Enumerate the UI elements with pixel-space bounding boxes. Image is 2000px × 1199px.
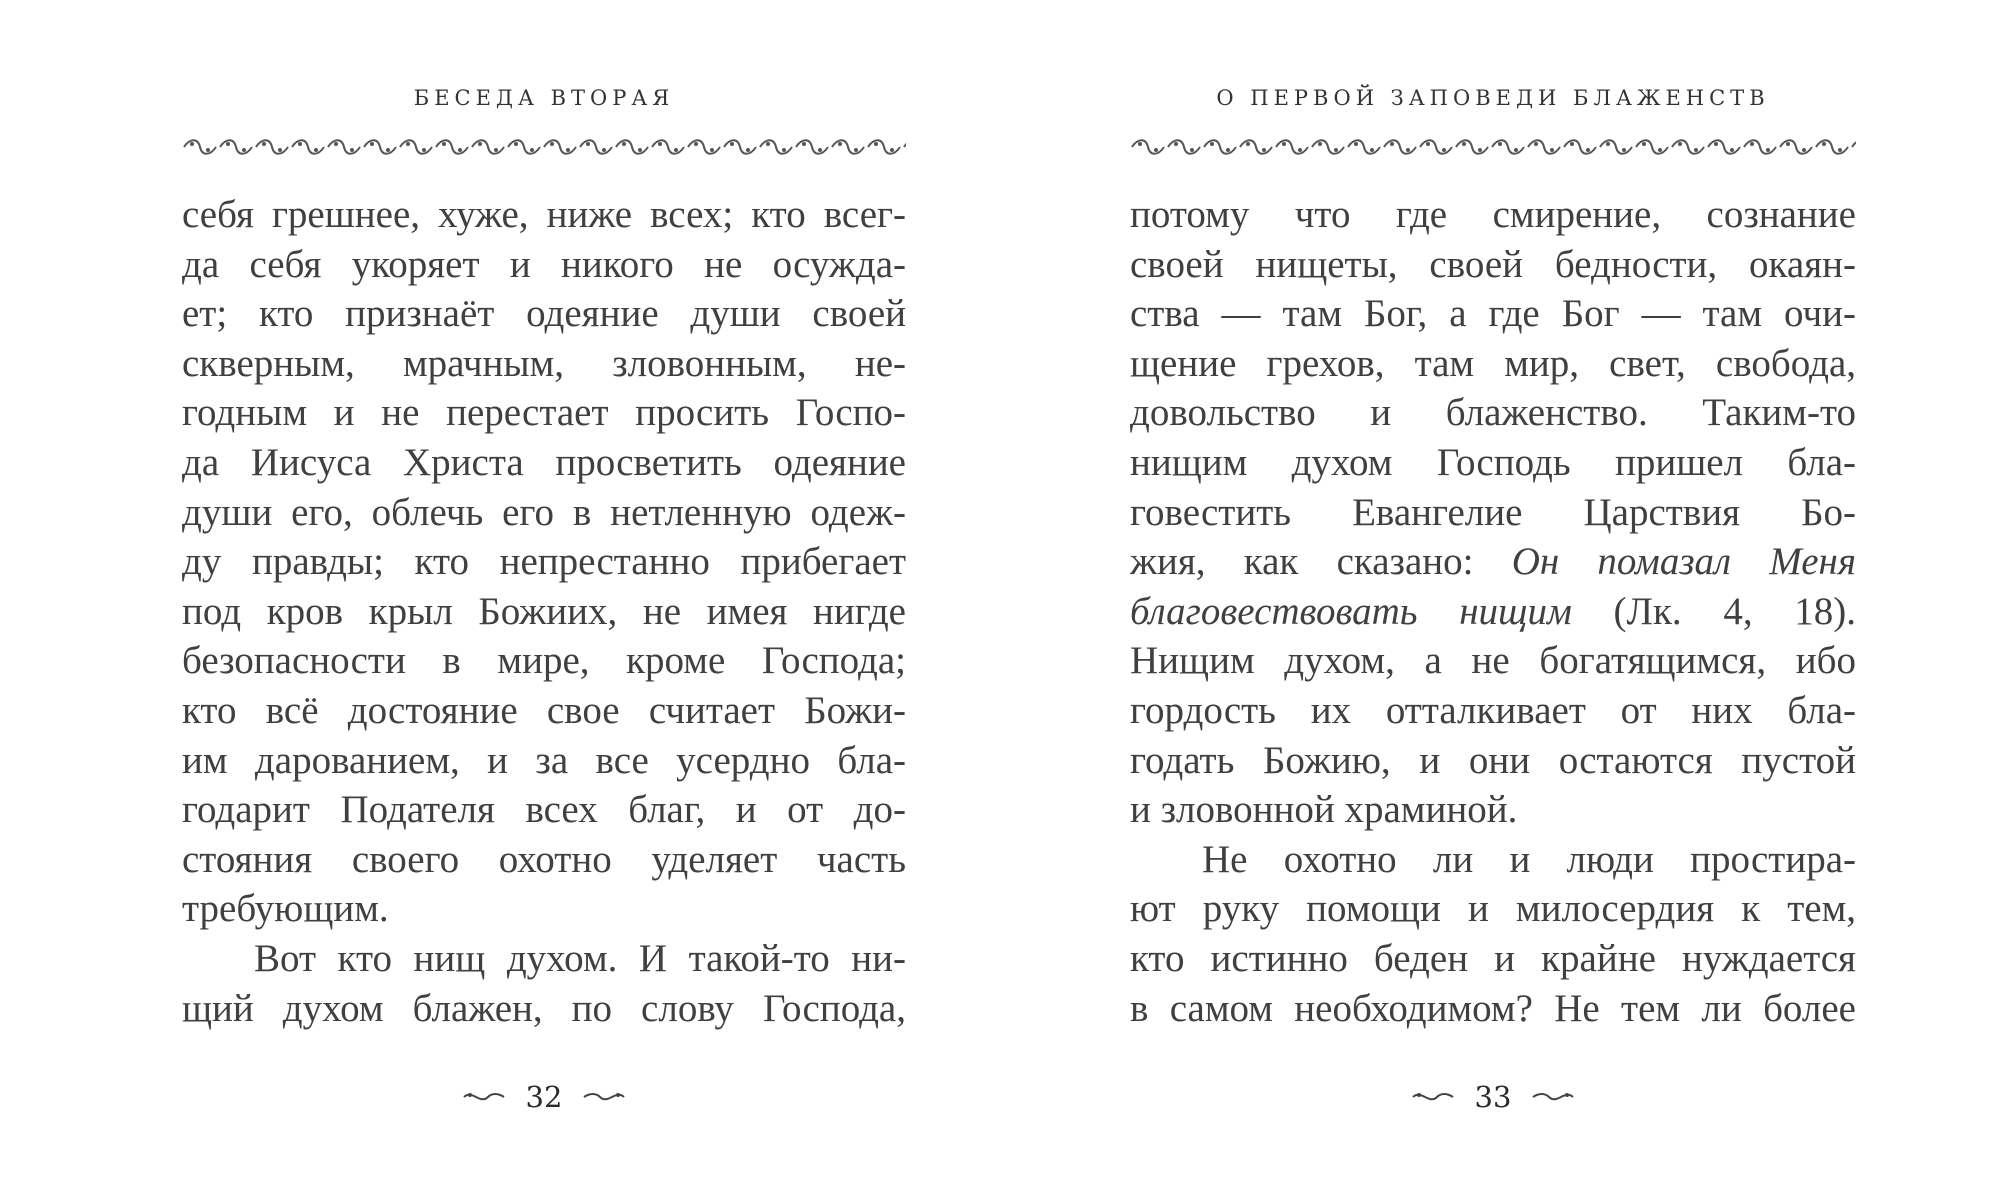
- text-line: безопасности в мире, кроме Господа;: [182, 639, 906, 683]
- text-line: души его, облечь его в нетленную одеж-: [182, 490, 906, 534]
- swash-right-icon: [1531, 1089, 1575, 1105]
- text-line: щий духом блажен, по слову Господа,: [182, 986, 906, 1030]
- text-line: щение грехов, там мир, свет, свобода,: [1130, 341, 1856, 385]
- swash-left-icon: [462, 1089, 506, 1105]
- text-line: [1130, 537, 1856, 587]
- text-line: Вот кто нищ духом. И такой-то ни-: [254, 936, 906, 980]
- text-line: Нищим духом, а не богатящимся, ибо: [1130, 639, 1856, 683]
- text-line: им дарованием, и за все усердно бла-: [182, 738, 906, 782]
- text-line: ства — там Бог, а где Бог — там очи-: [1130, 292, 1856, 336]
- running-head-right: О ПЕРВОЙ ЗАПОВЕДИ БЛАЖЕНСТВ: [1216, 86, 1770, 110]
- folio-right: [1130, 1080, 1856, 1120]
- citation: (Лк. 4, 18).: [1571, 589, 1856, 633]
- text-line: под кров крыл Божиих, не имея нигде: [182, 589, 906, 633]
- right-page: [1130, 0, 1856, 1199]
- page-number-left: 32: [525, 1080, 563, 1114]
- folio-left: [182, 1080, 906, 1120]
- swash-right-icon: [582, 1089, 626, 1105]
- text-segment: жия, как сказано:: [1130, 540, 1512, 584]
- body-text-left: [182, 190, 906, 1033]
- text-line: своей нищеты, своей бедности, окаян-: [1130, 242, 1856, 286]
- text-line: ют руку помощи и милосердия к тем,: [1130, 887, 1856, 931]
- left-page: [182, 0, 906, 1199]
- text-line: да себя укоряет и никого не осужда-: [182, 242, 906, 286]
- text-line: и зловонной храминой.: [1130, 788, 1518, 832]
- body-text-right: [1130, 190, 1856, 1033]
- text-line: потому что где смирение, сознание: [1130, 193, 1856, 236]
- ornament-rule-right: [1130, 136, 1856, 158]
- running-head-left: БЕСЕДА ВТОРАЯ: [413, 86, 675, 110]
- ornament-rule-icon: [182, 136, 906, 158]
- text-line: ду правды; кто непрестанно прибегает: [182, 540, 906, 584]
- page-number-right: 33: [1474, 1080, 1512, 1114]
- text-line: Не охотно ли и люди простира-: [1202, 837, 1856, 881]
- ornament-rule-icon: [1130, 136, 1856, 158]
- text-line: довольство и блаженство. Таким-то: [1130, 391, 1856, 435]
- italic-quote: благовествовать нищим: [1130, 589, 1572, 633]
- text-line: в самом необходимом? Не тем ли более: [1130, 986, 1856, 1030]
- text-line: нищим духом Господь пришел бла-: [1130, 440, 1856, 484]
- text-line: говестить Евангелие Царствия Бо-: [1130, 490, 1856, 534]
- text-line: [1130, 587, 1856, 637]
- text-line: гордость их отталкивает от них бла-: [1130, 688, 1856, 732]
- text-line: да Иисуса Христа просветить одеяние: [182, 440, 906, 484]
- text-line: годать Божию, и они остаются пустой: [1130, 738, 1856, 782]
- ornament-rule-left: [182, 136, 906, 158]
- text-line: скверным, мрачным, зловонным, не-: [182, 341, 906, 385]
- text-line: стояния своего охотно уделяет часть: [182, 837, 906, 881]
- text-line: себя грешнее, хуже, ниже всех; кто всег-: [182, 193, 906, 236]
- text-line: ет; кто признаёт одеяние души своей: [182, 292, 906, 336]
- italic-quote: Он помазал Меня: [1511, 540, 1856, 584]
- text-line: кто истинно беден и крайне нуждается: [1130, 936, 1856, 980]
- text-line: годарит Подателя всех благ, и от до-: [182, 788, 906, 832]
- text-line: требующим.: [182, 887, 389, 931]
- text-line: годным и не перестает просить Госпо-: [182, 391, 906, 435]
- text-line: кто всё достояние свое считает Божи-: [182, 688, 906, 732]
- swash-left-icon: [1411, 1089, 1455, 1105]
